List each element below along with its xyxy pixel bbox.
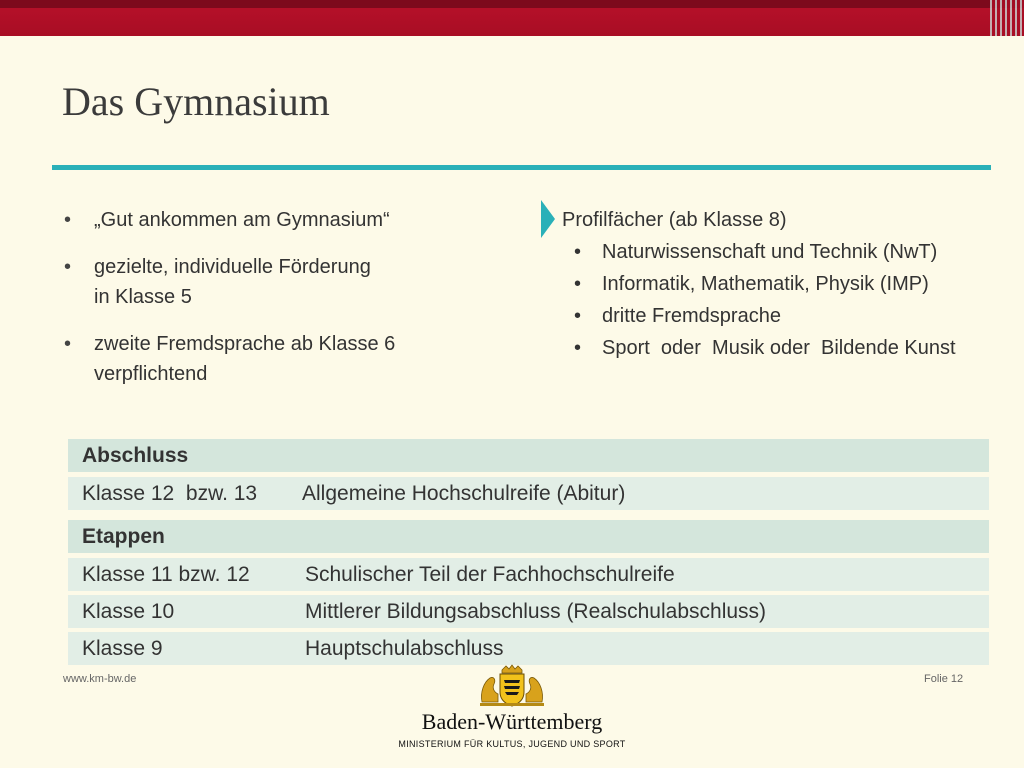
bullet-fremdsprache [62,329,482,389]
ministry-name: MINISTERIUM FÜR KULTUS, JUGEND UND SPORT [398,739,626,749]
table-row [68,558,989,591]
row-klasse: Klasse 12 bzw. 13 [82,482,258,505]
bullet-gut-ankommen [62,205,482,235]
row-klasse: Klasse 9 [82,637,163,660]
slide-number: Folie 12 [924,673,964,685]
profile-heading: Profilfächer (ab Klasse 8) [562,209,787,231]
row-text: Hauptschulabschluss [305,637,504,660]
table-row [68,632,989,665]
title-underline [52,165,991,170]
chevron-right-icon [541,200,555,238]
table-row [68,595,989,628]
slide-title: Das Gymnasium [62,79,330,124]
bullet-text: zweite Fremdsprache ab Klasse 6 verpflichtend [94,333,396,385]
row-text: Mittlerer Bildungsabschluss (Realschulabschluss) [305,600,767,623]
profile-item-fremdsprache: • dritte Fremdsprache [572,300,1022,332]
row-text: Schulischer Teil der Fachhochschulreife [305,563,675,586]
top-banner [0,0,1024,36]
table-row [68,477,989,510]
table-header-abschluss [68,439,989,472]
row-text: Allgemeine Hochschulreife (Abitur) [302,482,626,505]
profile-item-sport-musik-kunst: • Sport oder Musik oder Bildende Kunst [572,332,1022,364]
profile-item-nwt: • Naturwissenschaft und Technik (NwT) [572,236,1022,268]
profile-list [572,236,1022,364]
top-banner-stripes [990,0,1024,36]
left-bullet-list [62,205,482,406]
table-header-etappen [68,520,989,553]
header-label: Etappen [82,525,165,548]
row-klasse: Klasse 10 [82,600,175,623]
footer-url: www.km-bw.de [63,673,137,685]
header-label: Abschluss [82,444,189,467]
brand-name: Baden-Württemberg [421,709,603,734]
bullet-foerderung [62,252,482,312]
bullet-text: gezielte, individuelle Förderung in Klasse 5 [94,256,371,308]
row-klasse: Klasse 11 bzw. 12 [82,563,250,586]
profile-item-imp: • Informatik, Mathematik, Physik (IMP) [572,268,1022,300]
bullet-text: „Gut ankommen am Gymnasium“ [94,209,390,231]
top-banner-dark-line [0,0,1024,8]
coat-of-arms-icon [476,664,548,708]
